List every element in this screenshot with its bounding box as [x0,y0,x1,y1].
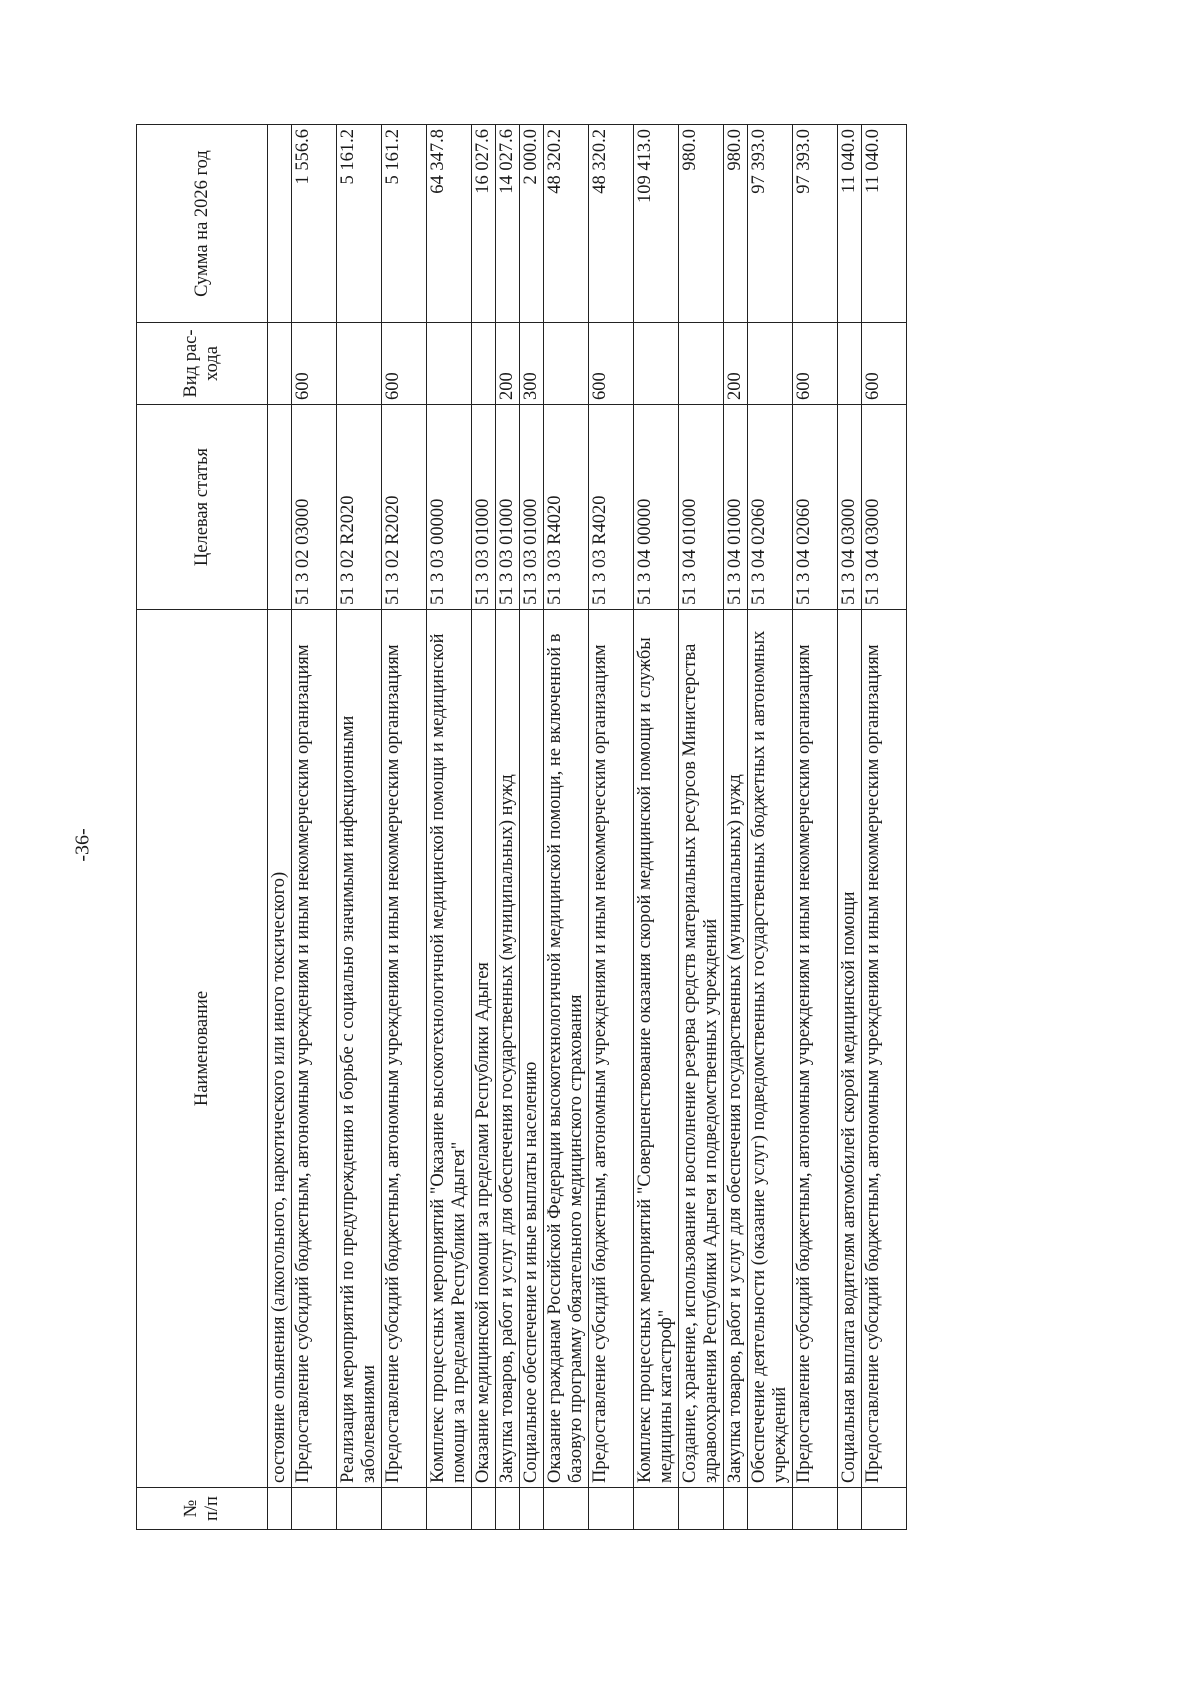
cell-sum: 16 027.6 [472,125,496,323]
cell-type: 600 [589,323,634,405]
cell-num [520,1488,544,1530]
table-row [268,125,292,1530]
cell-sum: 97 393.0 [748,125,793,323]
cell-type [337,323,382,405]
cell-name: Оказание гражданам Российской Федерации высокотехнологичной медицинской помощи, не включенной в базовую программу обязательного медицинского страхования [544,610,589,1488]
table-row [724,125,748,1530]
header-code: Целевая статья [137,405,268,610]
cell-name: Комплекс процессных мероприятий "Оказание высокотехнологичной медицинской помощи и медицинской помощи за пределами Республики Адыгея" [427,610,472,1488]
cell-sum: 109 413.0 [634,125,679,323]
table-row [427,125,472,1530]
cell-code: 51 3 04 02060 [748,405,793,610]
table-frame [136,125,1066,1530]
cell-sum: 1 556.6 [292,125,337,323]
cell-num [337,1488,382,1530]
cell-sum: 48 320.2 [544,125,589,323]
cell-sum: 5 161.2 [337,125,382,323]
cell-sum: 64 347.8 [427,125,472,323]
cell-type: 600 [292,323,337,405]
cell-type [427,323,472,405]
table-row [520,125,544,1530]
cell-code: 51 3 04 03000 [862,405,907,610]
table-body [268,125,907,1530]
cell-sum: 2 000.0 [520,125,544,323]
cell-code: 51 3 03 00000 [427,405,472,610]
cell-code: 51 3 02 R2020 [382,405,427,610]
table-row [337,125,382,1530]
cell-code: 51 3 02 R2020 [337,405,382,610]
cell-num [793,1488,838,1530]
cell-name: Закупка товаров, работ и услуг для обеспечения государственных (муниципальных) нужд [496,610,520,1488]
cell-type [472,323,496,405]
cell-num [544,1488,589,1530]
header-sum: Сумма на 2026 год [137,125,268,323]
cell-sum [268,125,292,323]
cell-num [634,1488,679,1530]
cell-type [544,323,589,405]
cell-name: Предоставление субсидий бюджетным, автономным учреждениям и иным некоммерческим организациям [862,610,907,1488]
table-row [496,125,520,1530]
cell-sum: 48 320.2 [589,125,634,323]
cell-type: 300 [520,323,544,405]
cell-code: 51 3 04 00000 [634,405,679,610]
table-header-row [137,125,268,1530]
cell-type: 600 [793,323,838,405]
cell-code: 51 3 03 01000 [496,405,520,610]
cell-num [748,1488,793,1530]
cell-type: 600 [382,323,427,405]
table-row [748,125,793,1530]
cell-name: Обеспечение деятельности (оказание услуг) подведомственных государственных бюджетных и автономных учреждений [748,610,793,1488]
cell-name: Комплекс процессных мероприятий "Совершенствование оказания скорой медицинской помощи и службы медицины катастроф" [634,610,679,1488]
table-row [793,125,838,1530]
page-number: -36- [71,828,94,862]
cell-code: 51 3 04 02060 [793,405,838,610]
cell-type: 200 [496,323,520,405]
cell-code: 51 3 03 R4020 [589,405,634,610]
cell-name: Предоставление субсидий бюджетным, автономным учреждениям и иным некоммерческим организациям [589,610,634,1488]
table-row [634,125,679,1530]
cell-num [268,1488,292,1530]
cell-name: Предоставление субсидий бюджетным, автономным учреждениям и иным некоммерческим организациям [292,610,337,1488]
cell-type: 600 [862,323,907,405]
cell-code: 51 3 04 01000 [679,405,724,610]
cell-type [679,323,724,405]
cell-num [472,1488,496,1530]
cell-type: 200 [724,323,748,405]
cell-name: Закупка товаров, работ и услуг для обеспечения государственных (муниципальных) нужд [724,610,748,1488]
table-row [589,125,634,1530]
cell-sum: 11 040.0 [862,125,907,323]
cell-sum: 5 161.2 [382,125,427,323]
table-row [472,125,496,1530]
cell-num [496,1488,520,1530]
cell-code: 51 3 03 R4020 [544,405,589,610]
table-row [838,125,862,1530]
rotated-table-wrapper [136,125,1066,1530]
cell-name: Реализация мероприятий по предупреждению и борьбе с социально значимыми инфекционными заболеваниями [337,610,382,1488]
header-type: Вид рас-хода [137,323,268,405]
cell-code: 51 3 03 01000 [520,405,544,610]
cell-num [862,1488,907,1530]
cell-num [382,1488,427,1530]
table-row [382,125,427,1530]
cell-sum: 980.0 [724,125,748,323]
cell-sum: 14 027.6 [496,125,520,323]
cell-code: 51 3 04 01000 [724,405,748,610]
cell-num [427,1488,472,1530]
cell-num [292,1488,337,1530]
cell-sum: 980.0 [679,125,724,323]
cell-name: Предоставление субсидий бюджетным, автономным учреждениям и иным некоммерческим организациям [793,610,838,1488]
cell-sum: 11 040.0 [838,125,862,323]
cell-type [268,323,292,405]
table-row [862,125,907,1530]
cell-type [634,323,679,405]
cell-num [724,1488,748,1530]
table-row [544,125,589,1530]
cell-name: Оказание медицинской помощи за пределами Республики Адыгея [472,610,496,1488]
table-row [679,125,724,1530]
cell-type [838,323,862,405]
cell-name: Социальное обеспечение и иные выплаты населению [520,610,544,1488]
cell-code [268,405,292,610]
cell-name: состояние опьянения (алкогольного, наркотического или иного токсического) [268,610,292,1488]
cell-name: Социальная выплата водителям автомобилей скорой медицинской помощи [838,610,862,1488]
cell-num [589,1488,634,1530]
cell-num [679,1488,724,1530]
cell-sum: 97 393.0 [793,125,838,323]
cell-name: Предоставление субсидий бюджетным, автономным учреждениям и иным некоммерческим организациям [382,610,427,1488]
header-num: № п/п [137,1488,268,1530]
cell-code: 51 3 04 03000 [838,405,862,610]
cell-code: 51 3 02 03000 [292,405,337,610]
header-name: Наименование [137,610,268,1488]
cell-type [748,323,793,405]
cell-name: Создание, хранение, использование и восполнение резерва средств материальных ресурсов Министерства здравоохранения Республики Адыгея и подведомственных учреждений [679,610,724,1488]
table-row [292,125,337,1530]
budget-table [136,124,907,1530]
cell-num [838,1488,862,1530]
cell-code: 51 3 03 01000 [472,405,496,610]
